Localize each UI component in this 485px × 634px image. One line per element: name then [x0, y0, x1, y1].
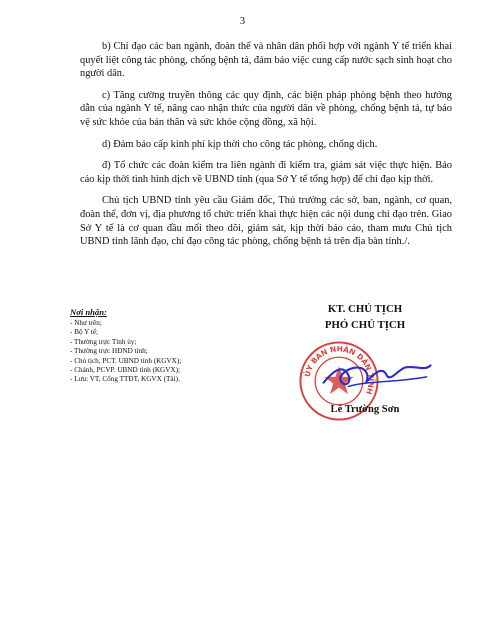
recipient-item: - Lưu: VT, Cổng TTĐT, KGVX (Tài).: [70, 375, 180, 384]
signature-block: [290, 301, 440, 333]
recipient-item: - Như trên;: [70, 319, 102, 327]
document-body: [80, 40, 452, 257]
recipients-block: [70, 307, 270, 385]
signer-authority: KT. CHỦ TỊCH: [327, 303, 403, 315]
page-number: 3: [239, 16, 246, 27]
paragraph-closing: Chủ tịch UBND tỉnh yêu cầu Giám đốc, Thủ trưởng các sở, ban, ngành, cơ quan, đoàn thể, đơn vị, địa phương tổ chức triển khai thực hiện các nội dung chỉ đạo trên. Giao Sở Y tế là cơ quan đầu mối theo dõi, giám sát, kịp thời báo cáo, tham mưu Chủ tịch UBND tỉnh lãnh đạo, chỉ đạo công tác phòng, chống bệnh tả trên địa bàn tỉnh./.: [80, 195, 452, 248]
signer-name: Lê Trường Sơn: [330, 404, 400, 415]
signer-position: PHÓ CHỦ TỊCH: [324, 319, 406, 331]
paragraph-b: b) Chỉ đạo các ban ngành, đoàn thể và nhân dân phối hợp với ngành Y tế triển khai quyết liệt công tác phòng, chống bệnh tả, đảm bảo việc cung cấp nước sạch sinh hoạt cho người dân.: [80, 41, 452, 80]
recipient-item: - Bộ Y tế;: [70, 328, 99, 337]
paragraph-dd: đ) Tổ chức các đoàn kiểm tra liên ngành đi kiểm tra, giám sát việc thực hiện. Báo cáo kịp thời tình hình dịch về UBND tỉnh (qua Sở Y tế tổng hợp) để chỉ đạo kịp thời.: [80, 160, 452, 185]
recipient-item: - Chánh, PCVP. UBND tỉnh (KGVX);: [70, 366, 181, 375]
paragraph-c: c) Tăng cường truyền thông các quy định, các biện pháp phòng bệnh theo hướng dẫn của ngành Y tế, nâng cao nhận thức của người dân về phòng, chống bệnh tả, tự bảo vệ sức khỏe của bản thân và sức khỏe cộng đồng, xã hội.: [80, 89, 452, 128]
seal-lettering: ỦY BAN NHÂN DÂN TỈNH: [302, 344, 376, 396]
paragraph-d: d) Đảm bảo cấp kinh phí kịp thời cho công tác phòng, chống dịch.: [102, 138, 378, 150]
recipient-item: - Thường trực HĐND tỉnh;: [70, 347, 148, 356]
recipient-item: - Thường trực Tỉnh ủy;: [70, 337, 137, 346]
recipient-item: - Chủ tịch, PCT. UBND tỉnh (KGVX);: [70, 356, 182, 365]
recipients-title: Nơi nhận:: [70, 307, 107, 317]
handwritten-signature-icon: [318, 354, 436, 396]
